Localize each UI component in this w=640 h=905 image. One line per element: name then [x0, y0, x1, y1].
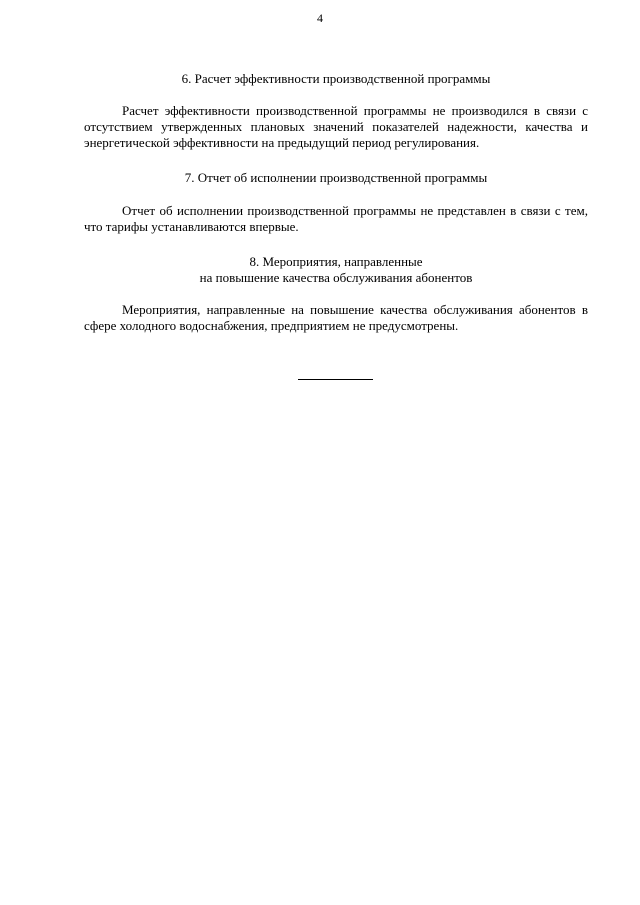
- section-8-heading-line-1: 8. Мероприятия, направленные: [249, 254, 423, 269]
- section-7-paragraph: Отчет об исполнении производственной программы не представлен в связи с тем, что тарифы устанавливаются впервые.: [84, 203, 588, 234]
- section-6-heading: [84, 71, 588, 87]
- page-number: 4: [317, 11, 323, 25]
- end-divider-line: [298, 379, 373, 380]
- section-8-heading: [84, 254, 588, 286]
- section-8-paragraph: Мероприятия, направленные на повышение качества обслуживания абонентов в сфере холодного водоснабжения, предприятием не предусмотрены.: [84, 302, 588, 333]
- section-7-heading: [84, 170, 588, 186]
- section-8-heading-line-2: на повышение качества обслуживания абонентов: [199, 270, 473, 285]
- section-6-paragraph: Расчет эффективности производственной программы не производился в связи с отсутствием утвержденных плановых значений показателей надежности, качества и энергетической эффективности на предыдущий период регулирования.: [84, 103, 588, 150]
- section-7-heading-line: 7. Отчет об исполнении производственной программы: [184, 170, 488, 185]
- section-6-heading-line: 6. Расчет эффективности производственной программы: [181, 71, 491, 86]
